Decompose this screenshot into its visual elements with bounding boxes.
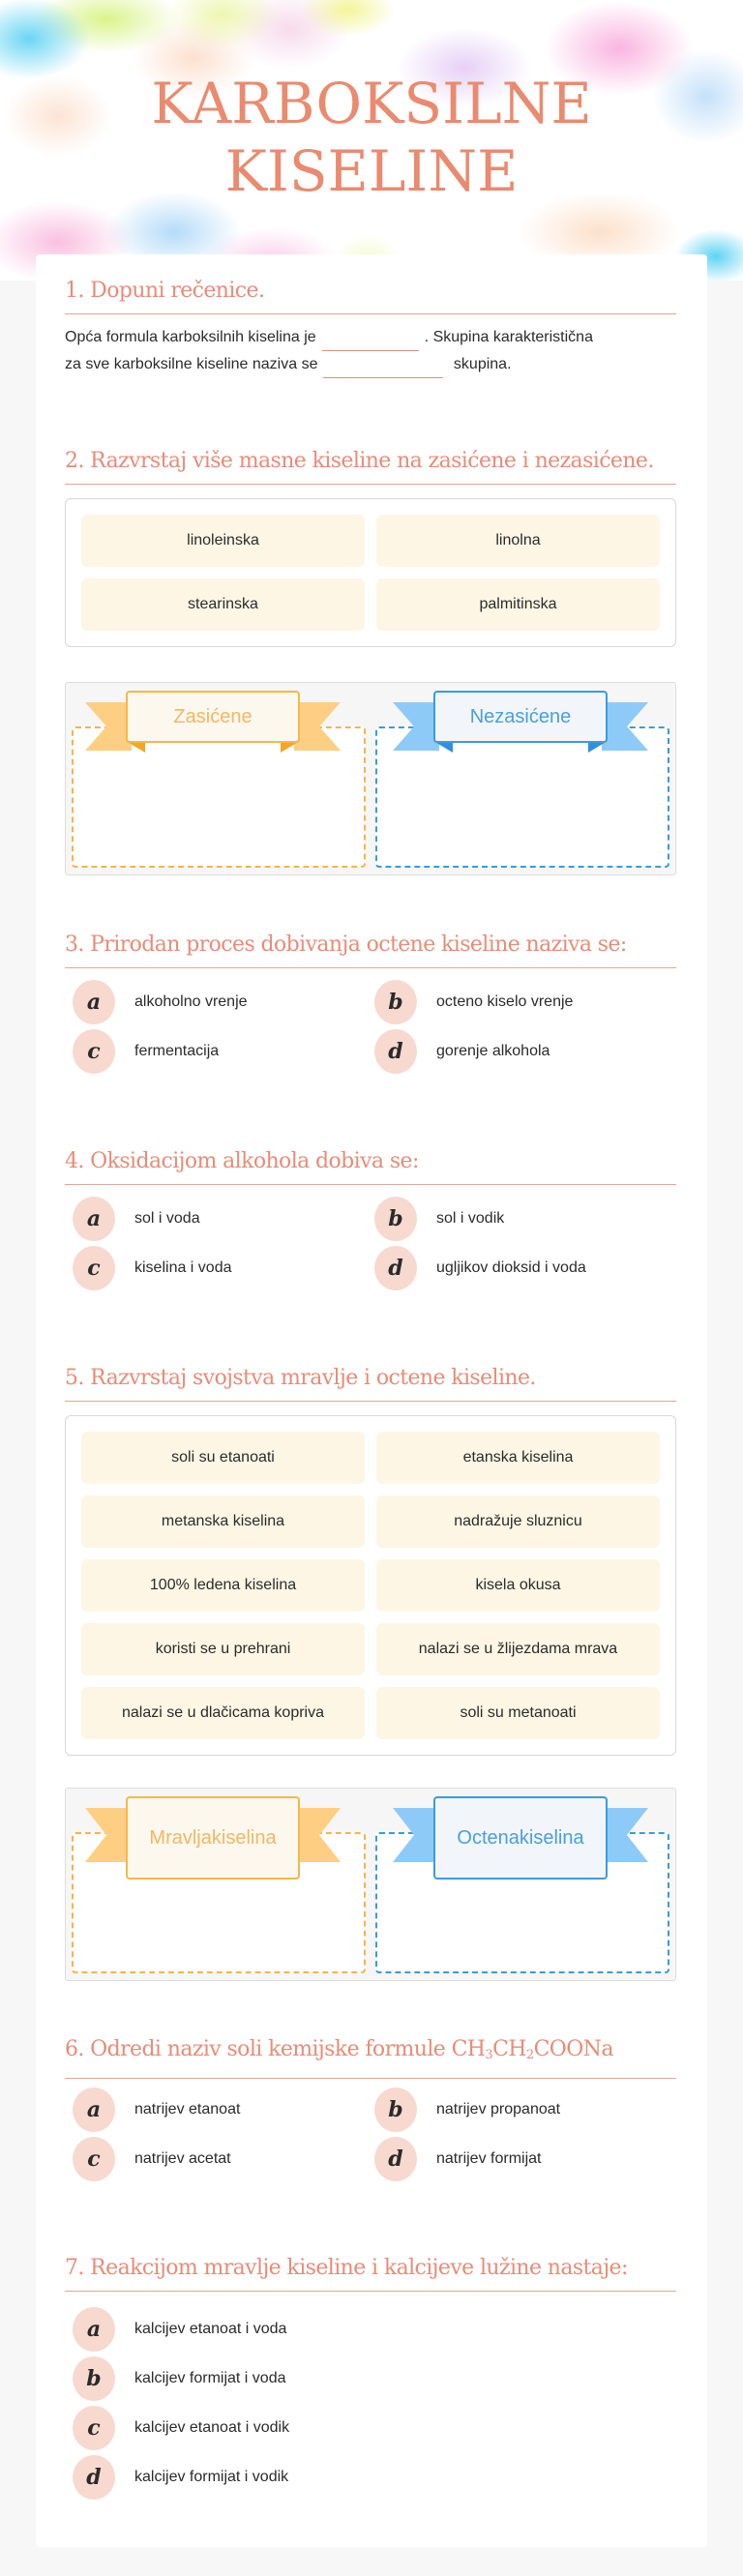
draggable-tile[interactable]: kisela okusa (376, 1559, 660, 1612)
option-text: kalcijev etanoat i voda (134, 2321, 287, 2337)
category-ribbon-octena (393, 1796, 648, 1893)
category-ribbon-zasicene (85, 691, 341, 758)
fill-text-part: skupina. (453, 356, 512, 372)
letter-a-badge-icon: a (73, 980, 115, 1024)
category-label: Nezasićene (433, 691, 608, 743)
page-title (0, 70, 743, 205)
title-text: CH (492, 2037, 526, 2061)
option-d[interactable] (374, 1029, 550, 1074)
option-text: sol i vodik (436, 1210, 505, 1227)
letter-a-badge-icon: a (73, 2307, 115, 2352)
category-label-line: Mravlja (149, 1826, 212, 1849)
letter-c-badge-icon: c (73, 2137, 115, 2181)
option-text: alkoholno vrenje (134, 993, 248, 1010)
option-b[interactable] (374, 2087, 560, 2132)
question-2-title: 2. Razvrstaj više masne kiseline na zasićene i nezasićene. (65, 448, 676, 485)
question-4-options (65, 1197, 676, 1293)
blank-input-2[interactable] (323, 357, 443, 378)
option-d[interactable] (374, 2137, 541, 2181)
option-b[interactable] (374, 980, 573, 1024)
option-c[interactable] (73, 2406, 289, 2450)
category-label: Zasićene (126, 691, 300, 743)
option-a[interactable] (73, 2087, 240, 2132)
draggable-tile[interactable]: etanska kiselina (376, 1432, 660, 1484)
option-text: ugljikov dioksid i voda (436, 1259, 586, 1276)
option-b[interactable] (374, 1197, 504, 1241)
option-a[interactable] (73, 1197, 200, 1241)
worksheet-card (36, 254, 707, 2547)
letter-d-badge-icon: d (374, 2137, 417, 2181)
option-text: kiselina i voda (134, 1259, 232, 1276)
fill-text-part: Opća formula karboksilnih kiselina je (65, 329, 316, 345)
draggable-tile[interactable]: nalazi se u žlijezdama mrava (376, 1623, 660, 1675)
category-ribbon-mravlja (85, 1796, 341, 1893)
draggable-tile[interactable]: nalazi se u dlačicama kopriva (81, 1687, 365, 1739)
option-text: sol i voda (134, 1210, 200, 1227)
question-2-tiles (65, 498, 676, 647)
option-text: natrijev acetat (134, 2150, 231, 2167)
option-text: octeno kiselo vrenje (436, 993, 574, 1010)
question-2-sort-area (65, 682, 676, 875)
letter-b-badge-icon: b (374, 1197, 417, 1241)
letter-b-badge-icon: b (73, 2356, 115, 2401)
draggable-tile[interactable]: metanska kiselina (81, 1495, 365, 1548)
draggable-tile[interactable]: soli su metanoati (376, 1687, 660, 1739)
fill-text-part: . Skupina karakteristična (424, 329, 593, 345)
question-6-title (65, 2036, 676, 2079)
option-c[interactable] (73, 1246, 232, 1290)
draggable-tile[interactable]: palmitinska (376, 578, 660, 631)
draggable-tile[interactable]: soli su etanoati (81, 1432, 365, 1484)
category-label-line: Octena (457, 1826, 520, 1849)
letter-d-badge-icon: d (374, 1029, 417, 1074)
title-text: 6. Odredi naziv soli kemijske formule CH (65, 2037, 486, 2061)
category-label (433, 1796, 608, 1880)
question-5-title: 5. Razvrstaj svojstva mravlje i octene kiseline. (65, 1365, 676, 1402)
letter-d-badge-icon: d (374, 1246, 417, 1290)
letter-c-badge-icon: c (73, 1246, 115, 1290)
header-watercolor-banner (0, 0, 743, 281)
question-5-tiles (65, 1415, 676, 1756)
option-text: natrijev etanoat (134, 2101, 241, 2117)
category-label-line: kiselina (211, 1826, 277, 1849)
option-c[interactable] (73, 2137, 231, 2181)
option-text: gorenje alkohola (436, 1043, 550, 1059)
letter-d-badge-icon: d (73, 2455, 115, 2500)
question-5-sort-area (65, 1788, 676, 1981)
option-a[interactable] (73, 980, 248, 1024)
option-text: natrijev formijat (436, 2150, 542, 2167)
subscript: 2 (525, 2048, 534, 2062)
option-text: kalcijev formijat i vodik (134, 2469, 289, 2485)
question-7-options (65, 2307, 676, 2510)
option-d[interactable] (73, 2455, 288, 2500)
subscript: 3 (485, 2048, 493, 2062)
draggable-tile[interactable]: 100% ledena kiselina (81, 1559, 365, 1612)
category-label-line: kiselina (519, 1826, 584, 1849)
category-ribbon-nezasicene (393, 691, 648, 758)
option-c[interactable] (73, 1029, 219, 1074)
draggable-tile[interactable]: linoleinska (81, 515, 365, 567)
question-3-title: 3. Prirodan proces dobivanja octene kiseline naziva se: (65, 932, 676, 968)
letter-b-badge-icon: b (374, 2087, 417, 2132)
letter-b-badge-icon: b (374, 980, 417, 1024)
draggable-tile[interactable]: nadražuje sluznicu (376, 1495, 660, 1548)
option-text: kalcijev etanoat i vodik (134, 2419, 290, 2436)
letter-c-badge-icon: c (73, 1029, 115, 1074)
option-d[interactable] (374, 1246, 586, 1290)
letter-a-badge-icon: a (73, 1197, 115, 1241)
option-b[interactable] (73, 2356, 286, 2401)
letter-a-badge-icon: a (73, 2087, 115, 2132)
question-3-options (65, 980, 676, 1077)
question-6-options (65, 2087, 676, 2184)
draggable-tile[interactable]: linolna (376, 515, 660, 567)
option-text: natrijev propanoat (436, 2101, 561, 2117)
option-text: kalcijev formijat i voda (134, 2370, 286, 2386)
title-line-1: KARBOKSILNE (151, 71, 592, 136)
title-text: COONa (533, 2037, 613, 2061)
question-7-title: 7. Reakcijom mravlje kiseline i kalcijeve lužine nastaje: (65, 2255, 676, 2292)
option-text: fermentacija (134, 1043, 220, 1059)
question-4-title: 4. Oksidacijom alkohola dobiva se: (65, 1148, 676, 1185)
draggable-tile[interactable]: koristi se u prehrani (81, 1623, 365, 1675)
category-label (126, 1796, 300, 1880)
draggable-tile[interactable]: stearinska (81, 578, 365, 631)
question-1-title: 1. Dopuni rečenice. (65, 278, 676, 314)
option-a[interactable] (73, 2307, 286, 2352)
question-1-text (65, 324, 684, 378)
letter-c-badge-icon: c (73, 2406, 115, 2450)
title-line-2: KISELINE (224, 138, 519, 204)
blank-input-1[interactable] (322, 330, 419, 351)
fill-text-part: za sve karboksilne kiseline naziva se (65, 356, 318, 372)
